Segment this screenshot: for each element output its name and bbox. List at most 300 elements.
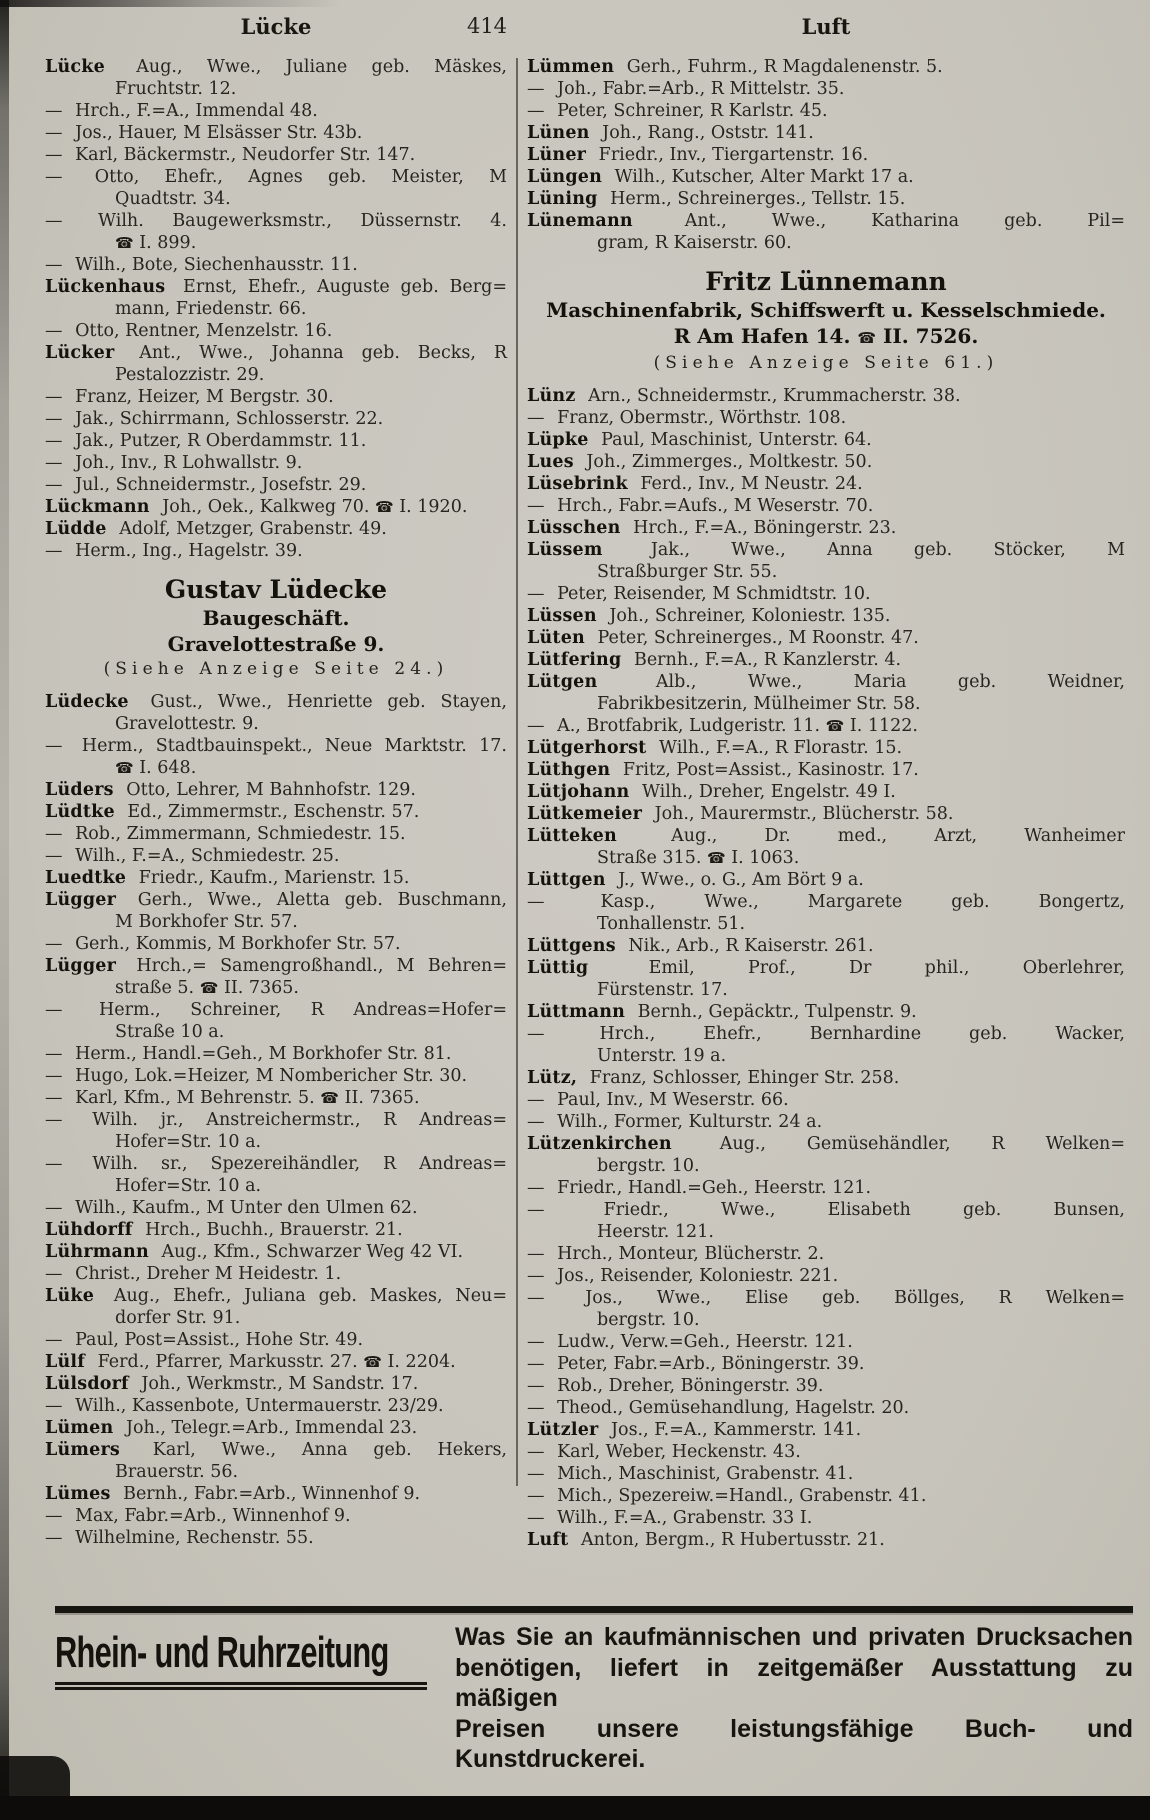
entry-line: Pestalozzistr. 29. (115, 365, 265, 385)
surname: Lütfering (527, 650, 622, 670)
repeat-dash: — (527, 1486, 545, 1506)
directory-entry (45, 867, 507, 889)
directory-entry (527, 166, 1125, 188)
entry-line: Lüngen Wilh., Kutscher, Alter Markt 17 a. (527, 167, 914, 187)
repeat-dash: — (45, 824, 63, 844)
entry-line: — Ludw., Verw.=Geh., Heerstr. 121. (527, 1332, 853, 1352)
directory-entry (527, 495, 1125, 517)
entry-line: Lüssen Joh., Schreiner, Koloniestr. 135. (527, 606, 891, 626)
directory-entry (527, 1133, 1125, 1177)
entry-line: Lügger Gerh., Wwe., Aletta geb. Buschmann, (45, 890, 507, 910)
surname: Lügger (45, 890, 117, 910)
entry-line: Fabrikbesitzerin, Mülheimer Str. 58. (597, 694, 921, 714)
advert-line: Baugeschäft. (202, 606, 350, 630)
directory-entry (527, 803, 1125, 825)
directory-entry (45, 735, 507, 779)
surname: Lütkemeier (527, 804, 643, 824)
surname: Lütteken (527, 826, 617, 846)
entry-line: Lülf Ferd., Pfarrer, Markusstr. 27. ☎ I. 2204. (45, 1352, 456, 1372)
entry-line: Lücker Ant., Wwe., Johanna geb. Becks, R (45, 343, 507, 363)
directory-entry (527, 56, 1125, 78)
repeat-dash: — (527, 1112, 545, 1132)
surname: Lüsschen (527, 518, 621, 538)
directory-entry (527, 517, 1125, 539)
entry-line: Lüders Otto, Lehrer, M Bahnhofstr. 129. (45, 780, 416, 800)
surname: Lüttmann (527, 1002, 626, 1022)
directory-entry (45, 1197, 507, 1219)
directory-entry (45, 691, 507, 735)
entry-line: Luedtke Friedr., Kaufm., Marienstr. 15. (45, 868, 410, 888)
repeat-dash: — (527, 408, 545, 428)
entry-line: — Joh., Fabr.=Arb., R Mittelstr. 35. (527, 79, 845, 99)
repeat-dash: — (527, 1090, 545, 1110)
repeat-dash: — (45, 453, 63, 473)
scan-edge-top (0, 0, 340, 7)
surname: Lückenhaus (45, 277, 166, 297)
repeat-dash: — (45, 101, 63, 121)
entry-line: — Theod., Gemüsehandlung, Hagelstr. 20. (527, 1398, 910, 1418)
entry-line: — Wilh., F.=A., Schmiedestr. 25. (45, 846, 340, 866)
entry-line: — Jos., Wwe., Elise geb. Böllges, R Welken= (527, 1288, 1125, 1308)
surname: Lüttgens (527, 936, 616, 956)
directory-entry (45, 540, 507, 562)
repeat-dash: — (527, 1442, 545, 1462)
entry-line: — Otto, Rentner, Menzelstr. 16. (45, 321, 333, 341)
directory-entry (527, 1023, 1125, 1067)
entry-line: — Peter, Schreiner, R Karlstr. 45. (527, 101, 828, 121)
directory-entry (45, 845, 507, 867)
entry-line: Lüttig Emil, Prof., Dr phil., Oberlehrer, (527, 958, 1125, 978)
entry-line: Lützler Jos., F.=A., Kammerstr. 141. (527, 1420, 862, 1440)
header-keyword-left: Lücke (240, 14, 312, 39)
telephone-icon: ☎ (115, 759, 134, 777)
entry-line: Gravelottestr. 9. (115, 714, 259, 734)
repeat-dash: — (45, 167, 63, 187)
directory-entry (45, 1417, 507, 1439)
repeat-dash: — (527, 1332, 545, 1352)
telephone-icon: ☎ (199, 979, 219, 997)
entry-line: — Franz, Heizer, M Bergstr. 30. (45, 387, 334, 407)
repeat-dash: — (527, 1024, 545, 1044)
directory-entry (527, 451, 1125, 473)
directory-entry (527, 1529, 1125, 1551)
surname: Lümes (45, 1484, 111, 1504)
repeat-dash: — (527, 1178, 545, 1198)
directory-entry (527, 1067, 1125, 1089)
directory-entry (45, 1043, 507, 1065)
entry-line: — Jos., Hauer, M Elsässer Str. 43b. (45, 123, 363, 143)
directory-entry (527, 1199, 1125, 1243)
surname: Lüke (45, 1286, 95, 1306)
repeat-dash: — (527, 1376, 545, 1396)
directory-entry (45, 823, 507, 845)
repeat-dash: — (527, 79, 545, 99)
directory-entry (527, 385, 1125, 407)
entry-line: Lüttgen J., Wwe., o. G., Am Bört 9 a. (527, 870, 864, 890)
directory-entry (45, 1439, 507, 1483)
directory-entry (45, 1395, 507, 1417)
header-keyword-right: Luft (801, 14, 851, 39)
repeat-dash: — (45, 934, 63, 954)
entry-line: Unterstr. 19 a. (597, 1046, 727, 1066)
advert-line: Gravelottestraße 9. (167, 632, 385, 656)
directory-entry (45, 1087, 507, 1109)
directory-entry (527, 737, 1125, 759)
repeat-dash: — (45, 1110, 63, 1130)
entry-line: Lütfering Bernh., F.=A., R Kanzlerstr. 4. (527, 650, 902, 670)
repeat-dash: — (45, 1330, 63, 1350)
entry-line: Straße 10 a. (115, 1022, 225, 1042)
entry-line: Fruchtstr. 12. (115, 79, 237, 99)
directory-entry (527, 891, 1125, 935)
entry-line: Lütteken Aug., Dr. med., Arzt, Wanheimer (527, 826, 1125, 846)
surname: Lüpke (527, 430, 589, 450)
surname: Lüders (45, 780, 114, 800)
brand-double-underline (55, 1682, 427, 1690)
directory-entry (527, 671, 1125, 715)
surname: Lühdorff (45, 1220, 133, 1240)
entry-line: — Hrch., Monteur, Blücherstr. 2. (527, 1244, 825, 1264)
entry-line: — Hrch., F.=A., Immendal 48. (45, 101, 318, 121)
directory-entry (45, 1219, 507, 1241)
repeat-dash: — (45, 846, 63, 866)
directory-entry (45, 1483, 507, 1505)
directory-entry (527, 1265, 1125, 1287)
entry-line: Lünz Arn., Schneidermstr., Krummacherstr. 38. (527, 386, 961, 406)
entry-line: — Wilh., Former, Kulturstr. 24 a. (527, 1112, 823, 1132)
entry-line: — Mich., Spezereiw.=Handl., Grabenstr. 41. (527, 1486, 927, 1506)
directory-entry (527, 122, 1125, 144)
entry-line: — Max, Fabr.=Arb., Winnenhof 9. (45, 1506, 351, 1526)
entry-line: — Wilh. Baugewerksmstr., Düssernstr. 4. (45, 211, 507, 231)
entry-line: Lüttgens Nik., Arb., R Kaiserstr. 261. (527, 936, 874, 956)
directory-entry (45, 100, 507, 122)
entry-line: — Kasp., Wwe., Margarete geb. Bongertz, (527, 892, 1125, 912)
surname: Lütjohann (527, 782, 630, 802)
directory-entry (45, 474, 507, 496)
surname: Lüssem (527, 540, 603, 560)
entry-line: Straßburger Str. 55. (597, 562, 778, 582)
entry-line: Lüke Aug., Ehefr., Juliana geb. Maskes, Neu= (45, 1286, 507, 1306)
entry-line: straße 5. ☎ II. 7365. (115, 978, 299, 998)
entry-line: Lührmann Aug., Kfm., Schwarzer Weg 42 VI. (45, 1242, 464, 1262)
entry-line: — Herm., Handl.=Geh., M Borkhofer Str. 81. (45, 1044, 452, 1064)
entry-line: Lüttmann Bernh., Gepäcktr., Tulpenstr. 9. (527, 1002, 917, 1022)
repeat-dash: — (527, 1200, 545, 1220)
entry-line: Lümen Joh., Telegr.=Arb., Immendal 23. (45, 1418, 418, 1438)
repeat-dash: — (527, 584, 545, 604)
surname: Lütz, (527, 1068, 578, 1088)
directory-entry (45, 518, 507, 540)
directory-entry (527, 715, 1125, 737)
repeat-dash: — (527, 716, 545, 736)
entry-line: — Christ., Dreher M Heidestr. 1. (45, 1264, 342, 1284)
telephone-icon: ☎ (320, 1089, 339, 1107)
repeat-dash: — (527, 101, 545, 121)
directory-entry (527, 1001, 1125, 1023)
directory-entry (527, 1243, 1125, 1265)
column-divider-rule (516, 58, 518, 1486)
directory-entry (45, 452, 507, 474)
entry-line: ☎ I. 899. (115, 233, 197, 253)
entry-line: gram, R Kaiserstr. 60. (597, 233, 792, 253)
directory-entry (527, 627, 1125, 649)
directory-entry (527, 605, 1125, 627)
entry-line: — Wilh., Kaufm., M Unter den Ulmen 62. (45, 1198, 418, 1218)
surname: Lüttgen (527, 870, 606, 890)
directory-entry (527, 407, 1125, 429)
repeat-dash: — (527, 1464, 545, 1484)
entry-line: Lühdorff Hrch., Buchh., Brauerstr. 21. (45, 1220, 403, 1240)
surname: Lügger (45, 956, 117, 976)
directory-entry (45, 342, 507, 386)
entry-line: — Wilh., Kassenbote, Untermauerstr. 23/29. (45, 1396, 444, 1416)
entry-line: — Jos., Reisender, Koloniestr. 221. (527, 1266, 839, 1286)
entry-line: — Peter, Fabr.=Arb., Böningerstr. 39. (527, 1354, 865, 1374)
repeat-dash: — (45, 1088, 63, 1108)
directory-entry (45, 122, 507, 144)
repeat-dash: — (527, 1398, 545, 1418)
entry-line: Hofer=Str. 10 a. (115, 1132, 262, 1152)
surname: Lüsebrink (527, 474, 628, 494)
surname: Lünz (527, 386, 576, 406)
directory-entry (527, 1397, 1125, 1419)
directory-entry (527, 78, 1125, 100)
directory-entry (45, 889, 507, 933)
entry-line: — Paul, Post=Assist., Hohe Str. 49. (45, 1330, 364, 1350)
surname: Lues (527, 452, 574, 472)
directory-entry (45, 999, 507, 1043)
surname: Lüdtke (45, 802, 115, 822)
entry-line: Heerstr. 121. (597, 1222, 714, 1242)
entry-line: — Rob., Dreher, Böningerstr. 39. (527, 1376, 824, 1396)
directory-entry (45, 254, 507, 276)
surname: Lützenkirchen (527, 1134, 672, 1154)
entry-line: Lügger Hrch.,= Samengroßhandl., M Behren= (45, 956, 507, 976)
entry-line: Lüsschen Hrch., F.=A., Böningerstr. 23. (527, 518, 897, 538)
entry-line: — Karl, Weber, Heckenstr. 43. (527, 1442, 801, 1462)
surname: Lüdecke (45, 692, 129, 712)
directory-entry (527, 144, 1125, 166)
repeat-dash: — (527, 1244, 545, 1264)
entry-line: Quadtstr. 34. (115, 189, 231, 209)
entry-line: Fürstenstr. 17. (597, 980, 728, 1000)
repeat-dash: — (45, 1506, 63, 1526)
entry-line: — Karl, Kfm., M Behrenstr. 5. ☎ II. 7365. (45, 1088, 420, 1108)
entry-line: — Franz, Obermstr., Wörthstr. 108. (527, 408, 847, 428)
entry-line: — Karl, Bäckermstr., Neudorfer Str. 147. (45, 145, 416, 165)
directory-entry (527, 935, 1125, 957)
advert-line: R Am Hafen 14. ☎ II. 7526. (673, 324, 979, 348)
entry-line: — Gerh., Kommis, M Borkhofer Str. 57. (45, 934, 401, 954)
directory-entry (45, 320, 507, 342)
directory-entry (45, 144, 507, 166)
repeat-dash: — (45, 387, 63, 407)
repeat-dash: — (45, 1044, 63, 1064)
directory-entry (527, 210, 1125, 254)
scan-edge-left (0, 0, 9, 1820)
repeat-dash: — (45, 211, 63, 231)
entry-line: — Wilh., Bote, Siechenhausstr. 11. (45, 255, 358, 275)
directory-entry (527, 1177, 1125, 1199)
repeat-dash: — (527, 1266, 545, 1286)
directory-entry (527, 429, 1125, 451)
entry-line: Lütjohann Wilh., Dreher, Engelstr. 49 I. (527, 782, 896, 802)
directory-entry (45, 779, 507, 801)
surname: Lünen (527, 123, 590, 143)
directory-entry (527, 649, 1125, 671)
entry-line: Lütgerhorst Wilh., F.=A., R Florastr. 15. (527, 738, 903, 758)
surname: Lümmen (527, 57, 615, 77)
directory-entry (527, 1419, 1125, 1441)
directory-entry (527, 1375, 1125, 1397)
directory-entry (45, 1241, 507, 1263)
entry-line: Lüthgen Fritz, Post=Assist., Kasinostr. 17. (527, 760, 919, 780)
directory-entry (45, 1285, 507, 1329)
surname: Lüdde (45, 519, 107, 539)
directory-entry (45, 56, 507, 100)
entry-line: Lützenkirchen Aug., Gemüsehändler, R Welken= (527, 1134, 1125, 1154)
entry-line: Lüner Friedr., Inv., Tiergartenstr. 16. (527, 145, 869, 165)
entry-line: bergstr. 10. (597, 1156, 700, 1176)
entry-line: Lückmann Joh., Oek., Kalkweg 70. ☎ I. 1920. (45, 497, 468, 517)
directory-entry (527, 1441, 1125, 1463)
entry-line: Lückenhaus Ernst, Ehefr., Auguste geb. Berg= (45, 277, 507, 297)
directory-entry (527, 1485, 1125, 1507)
directory-entry (527, 1089, 1125, 1111)
directory-entry (45, 1505, 507, 1527)
repeat-dash: — (45, 475, 63, 495)
repeat-dash: — (45, 541, 63, 561)
directory-entry (527, 100, 1125, 122)
entry-line: Lünemann Ant., Wwe., Katharina geb. Pil= (527, 211, 1125, 231)
entry-line: Lümes Bernh., Fabr.=Arb., Winnenhof 9. (45, 1484, 421, 1504)
directory-entry (45, 496, 507, 518)
entry-line: — Jak., Schirrmann, Schlosserstr. 22. (45, 409, 384, 429)
directory-entry (45, 1527, 507, 1549)
directory-entry (45, 166, 507, 210)
entry-line: Lüning Herm., Schreinerges., Tellstr. 15. (527, 189, 906, 209)
entry-line: Lüssem Jak., Wwe., Anna geb. Stöcker, M (527, 540, 1125, 560)
directory-entry (527, 869, 1125, 891)
repeat-dash: — (45, 145, 63, 165)
entry-line: Lüdtke Ed., Zimmermstr., Eschenstr. 57. (45, 802, 420, 822)
entry-line: — Wilh. jr., Anstreichermstr., R Andreas= (45, 1110, 507, 1130)
entry-line: — Jul., Schneidermstr., Josefstr. 29. (45, 475, 367, 495)
directory-entry (45, 801, 507, 823)
banner-top-rule (55, 1606, 1133, 1613)
advert-line: Fritz Lünnemann (705, 267, 947, 296)
repeat-dash: — (45, 1198, 63, 1218)
entry-line: Brauerstr. 56. (115, 1462, 239, 1482)
directory-entry (45, 276, 507, 320)
surname: Lülf (45, 1352, 86, 1372)
entry-line: Lülsdorf Joh., Werkmstr., M Sandstr. 17. (45, 1374, 419, 1394)
entry-line: Tonhallenstr. 51. (597, 914, 746, 934)
directory-entry (45, 210, 507, 254)
entry-line: Straße 315. ☎ I. 1063. (597, 848, 800, 868)
repeat-dash: — (527, 1288, 545, 1308)
advert-line: Gustav Lüdecke (164, 575, 388, 604)
right-column (527, 56, 1125, 1551)
directory-entry (527, 1287, 1125, 1331)
printer-advert-banner (55, 1606, 1133, 1775)
repeat-dash: — (45, 1528, 63, 1548)
page-header (0, 14, 1150, 44)
surname: Lüning (527, 189, 598, 209)
entry-line: — Herm., Ing., Hagelstr. 39. (45, 541, 303, 561)
entry-line: — Herm., Stadtbauinspekt., Neue Marktstr. 17. (45, 736, 507, 756)
repeat-dash: — (527, 496, 545, 516)
entry-line: — Otto, Ehefr., Agnes geb. Meister, M (45, 167, 507, 187)
entry-line: — Peter, Reisender, M Schmidtstr. 10. (527, 584, 871, 604)
telephone-icon: ☎ (375, 498, 394, 516)
repeat-dash: — (45, 123, 63, 143)
surname: Lücker (45, 343, 115, 363)
directory-entry (527, 188, 1125, 210)
advert-line: Maschinenfabrik, Schiffswerft u. Kesselschmiede. (546, 298, 1106, 322)
repeat-dash: — (45, 321, 63, 341)
entry-line: — Wilh., F.=A., Grabenstr. 33 I. (527, 1508, 813, 1528)
entry-line: — Jak., Putzer, R Oberdammstr. 11. (45, 431, 367, 451)
entry-line: — Friedr., Wwe., Elisabeth geb. Bunsen, (527, 1200, 1125, 1220)
entry-line: — Mich., Maschinist, Grabenstr. 41. (527, 1464, 854, 1484)
surname: Lünemann (527, 211, 633, 231)
directory-entry (527, 539, 1125, 583)
directory-entry (527, 1111, 1125, 1133)
entry-line: — Hrch., Fabr.=Aufs., M Weserstr. 70. (527, 496, 874, 516)
entry-line: mann, Friedenstr. 66. (115, 299, 307, 319)
repeat-dash: — (45, 1264, 63, 1284)
entry-line: — Friedr., Handl.=Geh., Heerstr. 121. (527, 1178, 872, 1198)
surname: Lütgen (527, 672, 598, 692)
inline-business-advert (45, 575, 507, 682)
newspaper-brand-name: Rhein- und Ruhrzeitung (55, 1628, 389, 1677)
banner-text-line: benötigen, liefert in zeitgemäßer Ausstattung zu mäßigen (455, 1653, 1133, 1712)
entry-line: — A., Brotfabrik, Ludgeristr. 11. ☎ I. 1122. (527, 716, 918, 736)
surname: Lümers (45, 1440, 120, 1460)
directory-entry (527, 1353, 1125, 1375)
entry-line: Lümmen Gerh., Fuhrm., R Magdalenenstr. 5. (527, 57, 943, 77)
entry-line: — Hugo, Lok.=Heizer, M Nombericher Str. 30. (45, 1066, 468, 1086)
directory-entry (527, 583, 1125, 605)
entry-line: bergstr. 10. (597, 1310, 700, 1330)
directory-entry (45, 408, 507, 430)
entry-line: Lütz, Franz, Schlosser, Ehinger Str. 258. (527, 1068, 900, 1088)
directory-entry (527, 957, 1125, 1001)
directory-entry (45, 1263, 507, 1285)
directory-entry (527, 1507, 1125, 1529)
directory-entry (45, 1373, 507, 1395)
entry-line: — Herm., Schreiner, R Andreas=Hofer= (45, 1000, 507, 1020)
directory-entry (45, 386, 507, 408)
surname: Lützler (527, 1420, 599, 1440)
banner-text-line: Preisen unsere leistungsfähige Buch- und Kunstdruckerei. (455, 1714, 1133, 1773)
surname: Lüngen (527, 167, 603, 187)
surname: Luft (527, 1530, 569, 1550)
entry-line: Lütgen Alb., Wwe., Maria geb. Weidner, (527, 672, 1125, 692)
repeat-dash: — (527, 892, 545, 912)
repeat-dash: — (45, 1000, 63, 1020)
entry-line: dorfer Str. 91. (115, 1308, 241, 1328)
entry-line: Lüten Peter, Schreinerges., M Roonstr. 47. (527, 628, 919, 648)
entry-line: Lüpke Paul, Maschinist, Unterstr. 64. (527, 430, 872, 450)
entry-line: Lüdde Adolf, Metzger, Grabenstr. 49. (45, 519, 387, 539)
repeat-dash: — (45, 1066, 63, 1086)
surname: Lümen (45, 1418, 114, 1438)
scan-edge-bottom (0, 1796, 1150, 1820)
entry-line: M Borkhofer Str. 57. (115, 912, 298, 932)
